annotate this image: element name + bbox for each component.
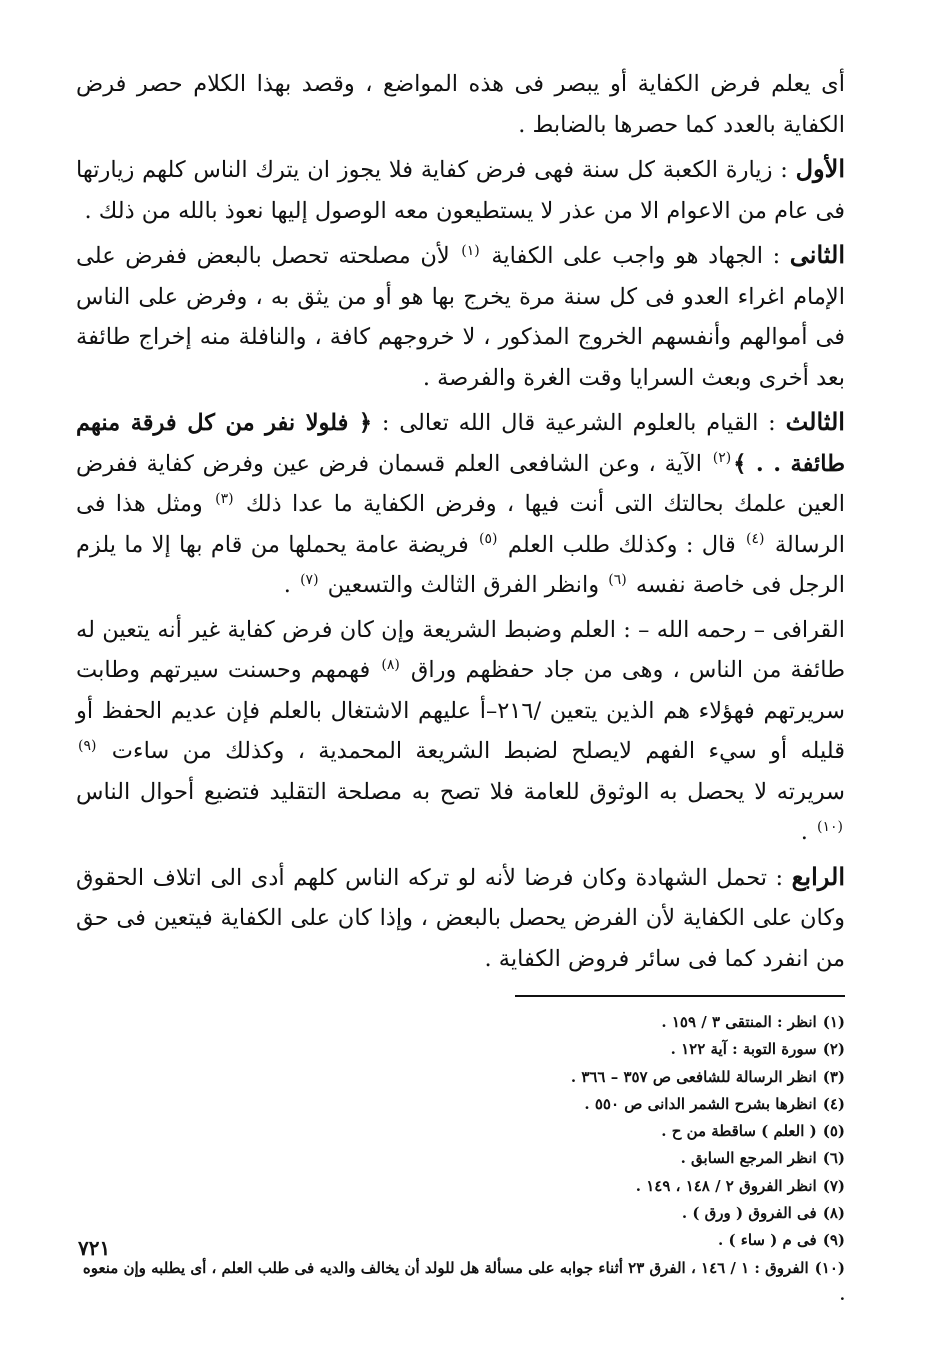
footnote-number: (٧) [822, 1176, 845, 1195]
footnote-item [76, 1009, 845, 1036]
paragraph-text: سريرته لا يحصل به الوثوق للعامة فلا تصح به مصلحة التقليد فتضيع أحوال الناس [76, 778, 845, 805]
footnote-ref: (٣) [215, 490, 234, 507]
quran-verse: ﴿ فلولا نفر من كل فرقة منهم طائفة . . ﴾ [76, 410, 845, 477]
footnote-number: (١٠) [814, 1258, 845, 1277]
paragraph-text: . [800, 819, 816, 845]
footnote-ref: (١) [461, 242, 480, 259]
footnote-ref: (٨) [381, 656, 400, 673]
paragraph-fourth [76, 857, 845, 980]
paragraph-text: قال : وكذلك طلب العلم [499, 531, 745, 558]
footnote-item [76, 1036, 845, 1063]
paragraph-text: . [283, 572, 299, 598]
footnote-ref: (٧) [300, 571, 319, 588]
footnote-text: انظر الفروق ٢ / ١٤٨ ، ١٤٩ . [635, 1176, 817, 1195]
section-heading: الثالث [785, 407, 845, 436]
footnote-number: (٢) [822, 1040, 845, 1059]
paragraph-text: : تحمل الشهادة وكان فرضا لأنه لو تركه الناس كلهم أدى الى اتلاف الحقوق وكان على الكفاية لأن الفرض يحصل بالبعض ، وإذا كان على الكفاية فيتعين فى حق من انفرد كما فى سائر فروض الكفاية . [76, 864, 845, 972]
paragraph-third [76, 402, 845, 606]
page-number: ٧٢١ [78, 1236, 111, 1260]
section-heading: الرابع [791, 861, 845, 891]
footnote-divider [515, 995, 845, 997]
main-text [76, 64, 845, 979]
footnote-ref: (٢) [712, 450, 732, 466]
footnote-item [76, 1064, 845, 1091]
paragraph-text: : زيارة الكعبة كل سنة فهى فرض كفاية فلا يجوز ان يترك الناس كلهم زيارتها فى عام من الاعوام الا من عذر لا يستطيعون معه الوصول إليها نعوذ بالله من ذلك . [76, 157, 845, 224]
paragraph-intro [76, 64, 845, 145]
paragraph-first [76, 149, 845, 231]
footnote-item [76, 1145, 845, 1172]
footnote-number: (١) [822, 1013, 845, 1031]
footnote-text: انظرها بشرح الشمر الدانى ص ٥٥٠ . [584, 1094, 817, 1113]
footnote-ref: (١٠) [817, 818, 843, 835]
paragraph-text: أى يعلم فرض الكفاية أو يبصر فى هذه المواضع ، وقصد بهذا الكلام حصر فرض الكفاية بالعدد كما حصرها بالضابط . [76, 71, 845, 138]
footnote-text: انظر الرسالة للشافعى ص ٣٥٧ – ٣٦٦ . [570, 1067, 817, 1086]
footnote-number: (٥) [822, 1122, 845, 1141]
footnote-item [76, 1091, 845, 1118]
footnote-item [76, 1173, 845, 1200]
paragraph-text: الآية ، وعن الشافعى العلم قسمان فرض عين وفرض كفاية ففرض العين علمك بحالتك التى أنت فيها ، وفرض الكفاية ما عدا ذلك [76, 450, 846, 517]
footnote-number: (٦) [822, 1149, 845, 1168]
footnote-ref: (٦) [608, 571, 627, 588]
footnote-item [76, 1255, 845, 1310]
paragraph-text: فريضة عامة يحملها من قام بها إلا ما يلزم الرجل فى خاصة نفسه [76, 531, 845, 598]
footnote-text: فى م ( ساء ) . [718, 1231, 817, 1250]
paragraph-text: : الجهاد هو واجب على الكفاية [481, 243, 790, 269]
paragraph-second [76, 235, 845, 398]
footnotes [76, 1009, 845, 1309]
paragraph-text: لأن مصلحته تحصل بالبعض ففرض على الإمام اغراء العدو فى كل سنة مرة يخرج بها هو أو من يثق به ، وفرض على الناس فى أموالهم وأنفسهم الخروج المذكور ، لا خروجهم كافة ، والنافلة منه إخراج طائفة بعد أخرى وبعث السرايا وقت الغرة والفرصة . [76, 243, 845, 391]
footnote-number: (٣) [822, 1067, 845, 1086]
footnote-text: سورة التوبة : آية ١٢٢ . [670, 1040, 817, 1059]
section-heading: الأول [795, 154, 845, 183]
paragraph-text: وانظر الفرق الثالث والتسعين [320, 572, 607, 598]
paragraph-text: القرافى – رحمه الله – : العلم وضبط الشريعة وإن كان فرض كفاية غير أنه يتعين له طائفة من الناس ، وهى من جاد حفظهم وراق [76, 616, 845, 683]
paragraph-text: ومثل هذا فى الرسالة [76, 491, 845, 558]
footnote-ref: (٤) [746, 531, 765, 547]
footnote-number: (٩) [822, 1231, 845, 1250]
footnote-ref: (٥) [479, 531, 498, 547]
footnote-item [76, 1118, 845, 1145]
footnote-number: (٨) [822, 1204, 845, 1223]
section-heading: الثانى [789, 240, 845, 269]
paragraph-text: فهمهم وحسنت سيرتهم وطابت سريرتهم فهؤلاء هم الذين يتعين /٢١٦–أ عليهم الاشتغال بالعلم فإن عديم الحفظ أو قليله أو سيء الفهم لايصلح لضبط الشريعة المحمدية ، وكذلك من ساءت [76, 657, 845, 764]
footnote-text: انظر المرجع السابق . [680, 1149, 817, 1168]
footnote-text: انظر : المنتقى ٣ / ١٥٩ . [661, 1013, 817, 1031]
footnote-ref: (٩) [78, 737, 97, 754]
footnote-text: فى الفروق ( ورق ) . [681, 1204, 817, 1223]
footnote-item [76, 1227, 845, 1254]
paragraph-qarafi [76, 610, 845, 853]
footnote-text: ( العلم ) ساقطة من ح . [661, 1122, 817, 1141]
paragraph-text: : القيام بالعلوم الشرعية قال الله تعالى : [372, 410, 786, 436]
footnote-text: الفروق : ١ / ١٤٦ ، الفرق ٢٣ أثناء جوابه على مسألة هل للولد أن يخالف والديه فى طلب العلم ، أى يطلبه وإن منعوه . [82, 1258, 845, 1304]
footnote-item [76, 1200, 845, 1227]
footnote-number: (٤) [822, 1094, 845, 1113]
